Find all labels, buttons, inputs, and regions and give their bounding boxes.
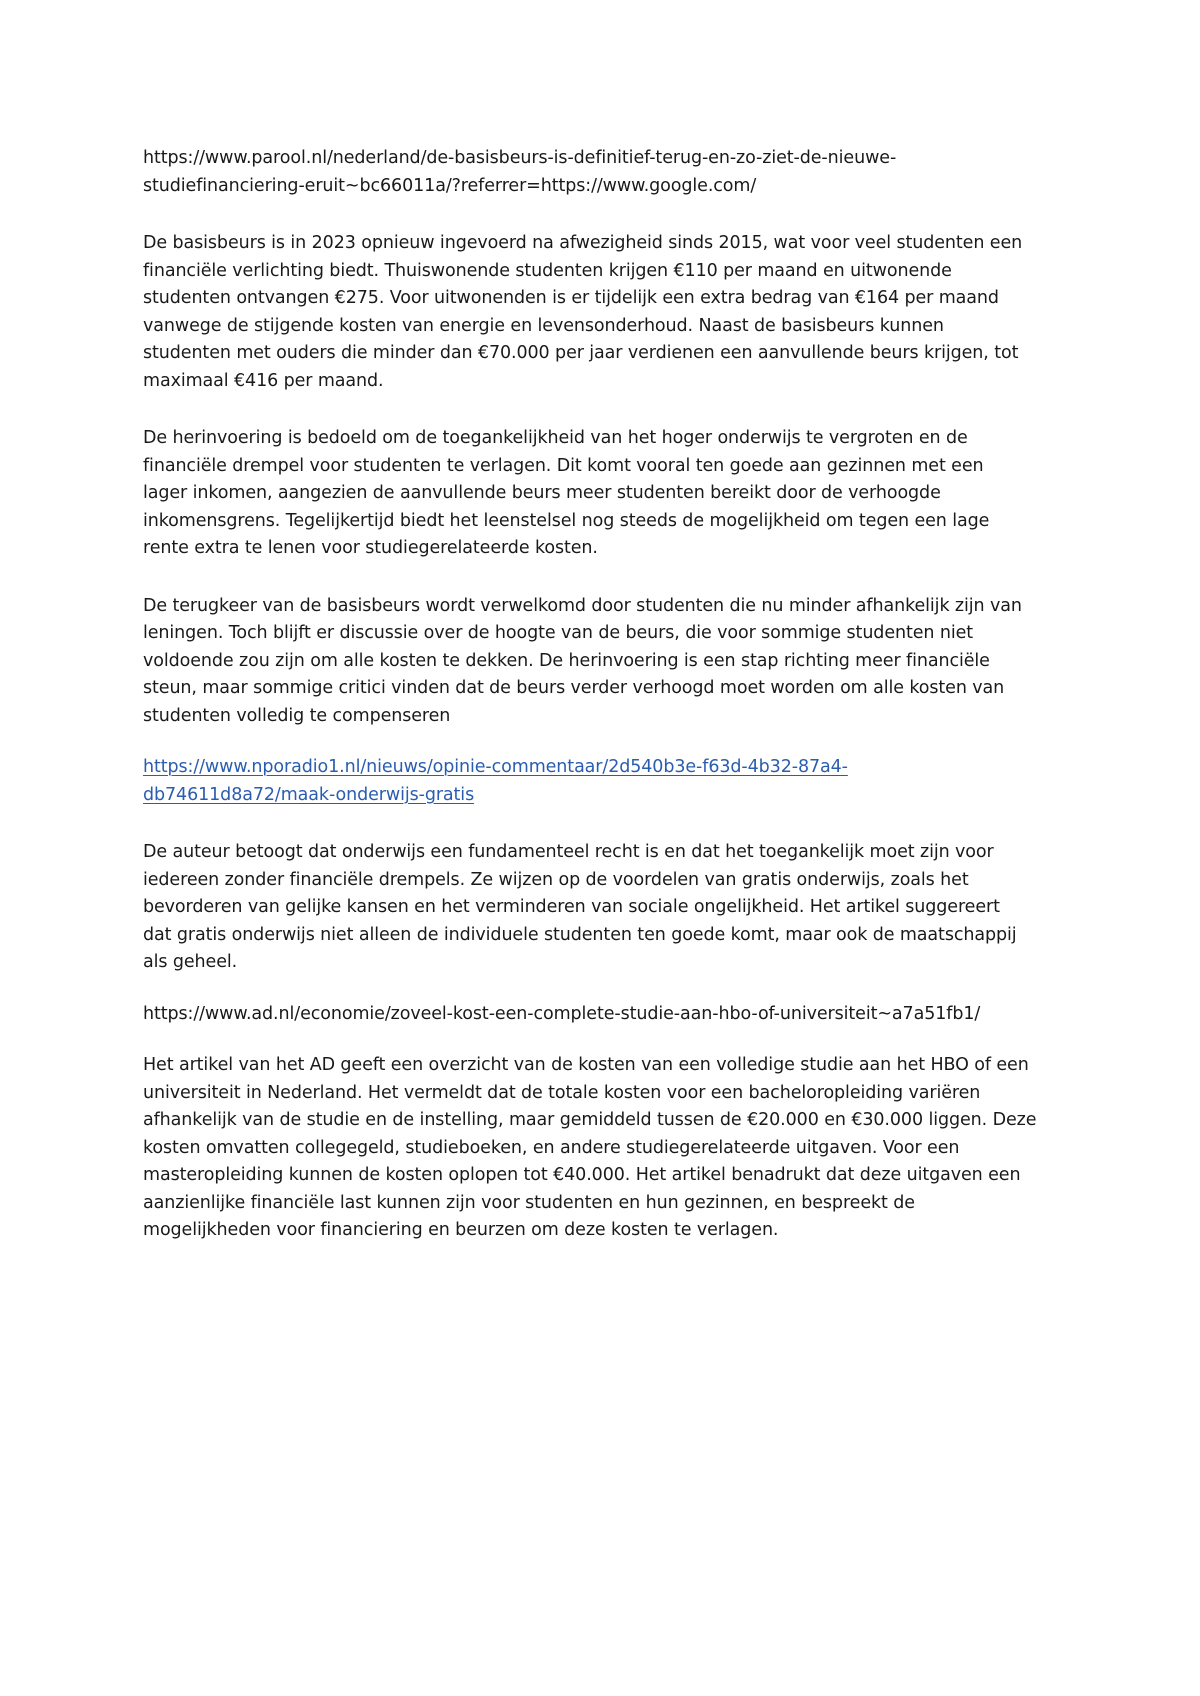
source-url-line: https://www.ad.nl/economie/zoveel-kost-een-complete-studie-aan-hbo-of-universiteit~a7a51fb1/: [143, 1003, 981, 1024]
paragraph-line: De terugkeer van de basisbeurs wordt verwelkomd door studenten die nu minder afhankelijk zijn van: [143, 595, 1022, 616]
paragraph-basisbeurs-summary: [143, 230, 1083, 395]
source-link-nporadio1[interactable]: [143, 754, 1083, 809]
paragraph-line: steun, maar sommige critici vinden dat de beurs verder verhoogd moet worden om alle kosten van: [143, 678, 1005, 698]
paragraph-line: De auteur betoogt dat onderwijs een fundamenteel recht is en dat het toegankelijk moet zijn voor: [143, 842, 994, 862]
paragraph-gratis-onderwijs: [143, 839, 1083, 977]
paragraph-line: leningen. Toch blijft er discussie over de hoogte van de beurs, die voor sommige studenten niet: [143, 623, 974, 643]
paragraph-line: masteropleiding kunnen de kosten oplopen tot €40.000. Het artikel benadrukt dat deze uitgaven een: [143, 1165, 1021, 1185]
paragraph-line: afhankelijk van de studie en de instelling, maar gemiddeld tussen de €20.000 en €30.000 liggen. Deze: [143, 1110, 1037, 1130]
source-url-line: https://www.parool.nl/nederland/de-basisbeurs-is-definitief-terug-en-zo-ziet-de-nieuwe-: [143, 148, 897, 168]
paragraph-line: studenten ontvangen €275. Voor uitwonenden is er tijdelijk een extra bedrag van €164 per maand: [143, 288, 999, 308]
paragraph-line: Het artikel van het AD geeft een overzicht van de kosten van een volledige studie aan het HBO of een: [143, 1055, 1029, 1075]
paragraph-line: financiële verlichting biedt. Thuiswonende studenten krijgen €110 per maand en uitwonende: [143, 260, 952, 281]
paragraph-line: De herinvoering is bedoeld om de toegankelijkheid van het hoger onderwijs te vergroten en de: [143, 428, 968, 448]
paragraph-line: financiële drempel voor studenten te verlagen. Dit komt vooral ten goede aan gezinnen met een: [143, 455, 984, 476]
hyperlink-line[interactable]: db74611d8a72/maak-onderwijs-gratis: [143, 784, 475, 805]
paragraph-line: iedereen zonder financiële drempels. Ze wijzen op de voordelen van gratis onderwijs, zoals het: [143, 869, 969, 890]
source-url-parool: [143, 145, 1083, 200]
paragraph-line: bevorderen van gelijke kansen en het verminderen van sociale ongelijkheid. Het artikel suggereert: [143, 897, 1000, 917]
paragraph-line: rente extra te lenen voor studiegerelateerde kosten.: [143, 538, 598, 558]
paragraph-line: De basisbeurs is in 2023 opnieuw ingevoerd na afwezigheid sinds 2015, wat voor veel studenten een: [143, 233, 1023, 253]
paragraph-line: mogelijkheden voor financiering en beurzen om deze kosten te verlagen.: [143, 1220, 779, 1240]
paragraph-line: dat gratis onderwijs niet alleen de individuele studenten ten goede komt, maar ook de maatschappij: [143, 924, 1017, 945]
paragraph-line: maximaal €416 per maand.: [143, 370, 384, 391]
paragraph-studiekosten: [143, 1052, 1083, 1245]
paragraph-line: aanzienlijke financiële last kunnen zijn voor studenten en hun gezinnen, en bespreekt de: [143, 1192, 915, 1213]
paragraph-herinvoering-doel: [143, 425, 1083, 563]
paragraph-terugkeer-discussie: [143, 593, 1083, 731]
paragraph-line: studenten volledig te compenseren: [143, 705, 451, 726]
paragraph-line: inkomensgrens. Tegelijkertijd biedt het leenstelsel nog steeds de mogelijkheid om tegen een lage: [143, 510, 990, 531]
paragraph-line: universiteit in Nederland. Het vermeldt dat de totale kosten voor een bacheloropleiding variëren: [143, 1082, 981, 1103]
paragraph-line: als geheel.: [143, 952, 238, 972]
source-url-line: studiefinanciering-eruit~bc66011a/?referrer=https://www.google.com/: [143, 175, 757, 196]
source-url-ad: [143, 1001, 1083, 1029]
hyperlink-line[interactable]: https://www.nporadio1.nl/nieuws/opinie-commentaar/2d540b3e-f63d-4b32-87a4-: [143, 757, 848, 777]
paragraph-line: studenten met ouders die minder dan €70.000 per jaar verdienen een aanvullende beurs krijgen, tot: [143, 343, 1019, 363]
paragraph-line: kosten omvatten collegegeld, studieboeken, en andere studiegerelateerde uitgaven. Voor een: [143, 1137, 960, 1158]
paragraph-line: vanwege de stijgende kosten van energie en levensonderhoud. Naast de basisbeurs kunnen: [143, 315, 944, 336]
paragraph-line: voldoende zou zijn om alle kosten te dekken. De herinvoering is een stap richting meer financiële: [143, 650, 990, 671]
document-page: [143, 145, 1083, 1245]
paragraph-line: lager inkomen, aangezien de aanvullende beurs meer studenten bereikt door de verhoogde: [143, 483, 941, 503]
